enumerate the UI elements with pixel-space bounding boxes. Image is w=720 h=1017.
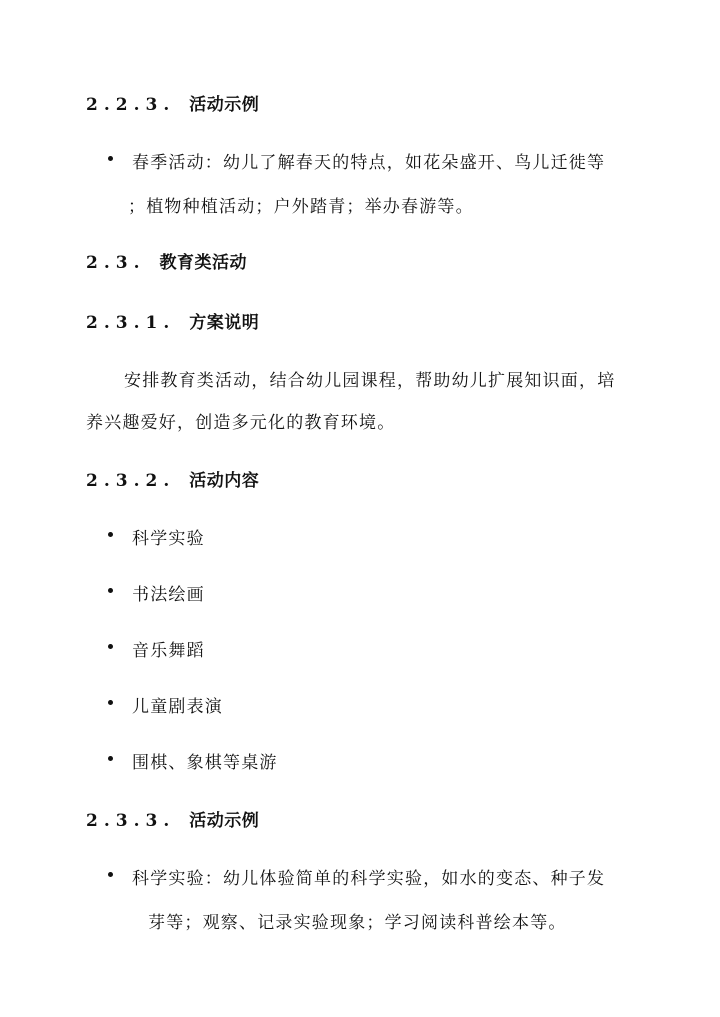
heading-title: 方案说明 xyxy=(189,313,260,333)
list-item-text: 书法绘画 xyxy=(132,585,205,605)
heading-number: 2.2.3. xyxy=(86,95,176,115)
bullet-icon xyxy=(108,872,113,877)
heading-number: 2.3.2. xyxy=(86,471,176,491)
list-item-text: 音乐舞蹈 xyxy=(132,641,205,661)
paragraph-line: 养兴趣爱好，创造多元化的教育环境。 xyxy=(86,413,396,433)
bullet-icon xyxy=(108,756,113,761)
bullet-icon xyxy=(108,700,113,705)
heading-2-3-2 xyxy=(86,466,259,491)
list-item-text: 科学实验 xyxy=(132,529,205,549)
list-item-continuation: ；植物种植活动；户外踏青；举办春游等。 xyxy=(128,197,474,217)
paragraph-line: 安排教育类活动，结合幼儿园课程，帮助幼儿扩展知识面，培 xyxy=(124,371,616,391)
bullet-icon xyxy=(108,588,113,593)
heading-title: 活动示例 xyxy=(189,95,260,115)
bullet-icon xyxy=(108,644,113,649)
heading-number: 2.3.3. xyxy=(86,811,176,831)
list-item-text: 春季活动：幼儿了解春天的特点，如花朵盛开、鸟儿迁徙等 xyxy=(132,153,606,173)
heading-number: 2.3. xyxy=(86,253,146,273)
bullet-icon xyxy=(108,156,113,161)
list-item-text: 科学实验：幼儿体验简单的科学实验，如水的变态、种子发 xyxy=(132,869,606,889)
heading-title: 活动内容 xyxy=(189,471,260,491)
heading-title: 活动示例 xyxy=(189,811,260,831)
heading-2-3-1 xyxy=(86,308,259,333)
list-item-text: 儿童剧表演 xyxy=(132,697,223,717)
list-item-continuation: 芽等；观察、记录实验现象；学习阅读科普绘本等。 xyxy=(148,913,567,933)
heading-2-2-3 xyxy=(86,90,259,115)
heading-title: 教育类活动 xyxy=(159,253,247,273)
heading-2-3 xyxy=(86,248,247,273)
bullet-icon xyxy=(108,532,113,537)
list-item-text: 围棋、象棋等桌游 xyxy=(132,753,278,773)
heading-2-3-3 xyxy=(86,806,259,831)
heading-number: 2.3.1. xyxy=(86,313,176,333)
